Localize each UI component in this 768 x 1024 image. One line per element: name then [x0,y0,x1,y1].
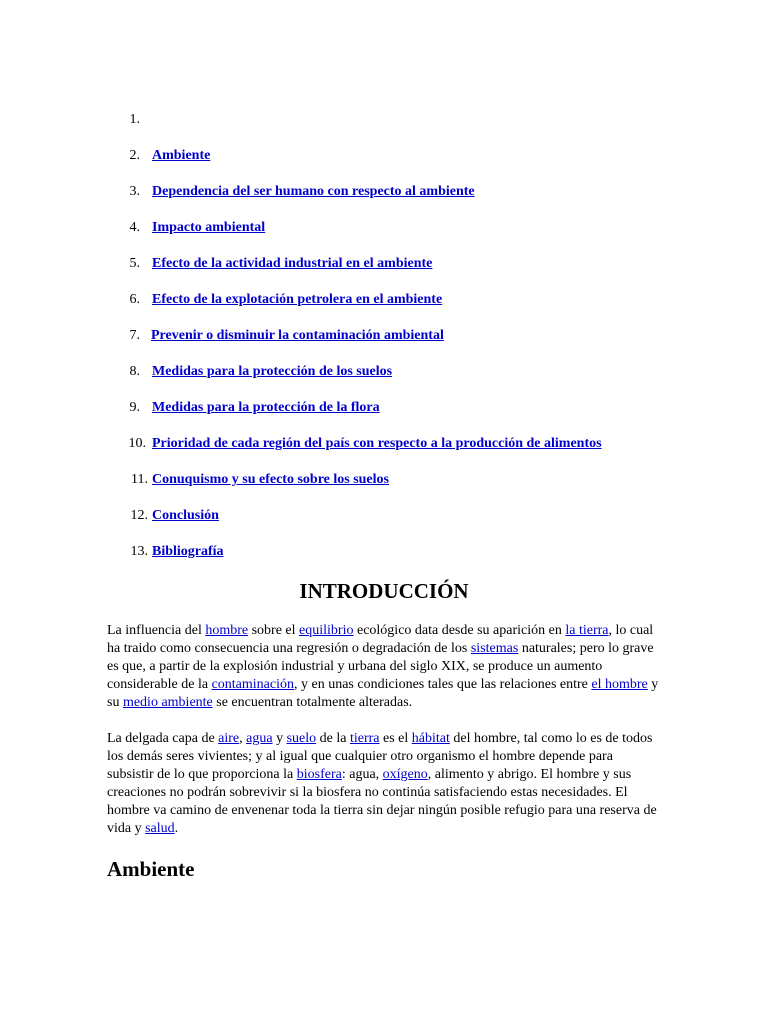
link-habitat[interactable]: hábitat [411,731,450,746]
toc-link-conclusion[interactable]: Conclusión [152,508,219,523]
toc-link-suelos[interactable]: Medidas para la protección de los suelos [152,364,393,379]
link-salud[interactable]: salud [145,821,175,836]
text-span: es el [379,731,412,746]
text-span: La delgada capa de [107,731,219,746]
text-span: . [174,821,179,836]
toc-number: 9. [129,400,140,415]
toc-number: 12. [130,508,148,523]
link-oxigeno[interactable]: oxígeno [382,767,428,782]
toc-number: 8. [129,364,140,379]
text-span: , lo cual ha traido como consecuencia una regresión o degradación de los [107,623,654,656]
link-el-hombre[interactable]: el hombre [591,677,648,692]
link-tierra[interactable]: tierra [349,731,380,746]
toc-link-flora[interactable]: Medidas para la protección de la flora [152,400,380,415]
text-span: naturales; pero lo grave es que, a partir de la explosión industrial y urbana del siglo XIX, se produce un aumento considerable de la [107,641,654,692]
link-contaminacion[interactable]: contaminación [211,677,294,692]
text-span: y [272,731,287,746]
link-agua[interactable]: agua [246,731,273,746]
toc-link-impacto[interactable]: Impacto ambiental [152,220,266,235]
toc-link-explotacion-petrolera[interactable]: Efecto de la explotación petrolera en el ambiente [152,292,443,307]
toc-number: 7. [129,328,140,343]
toc-link-prevenir[interactable]: Prevenir o disminuir la contaminación ambiental [151,328,444,343]
text-span: La influencia del [107,623,206,638]
link-aire[interactable]: aire [218,731,240,746]
text-span: , alimento y abrigo. El hombre y sus creaciones no podrán sobrevivir si la biosfera no continúa satisfaciendo estas necesidades. El hombre va camino de envenenar toda la tierra sin dejar ningún posible refugio para una reserva de vida y [107,767,657,836]
toc-number: 1. [129,112,140,127]
text-span: se encuentran totalmente alteradas. [212,695,413,710]
toc-link-ambiente[interactable]: Ambiente [152,148,211,163]
link-sistemas[interactable]: sistemas [470,641,519,656]
text-span: , y en unas condiciones tales que las relaciones entre [293,677,592,692]
toc-link-dependencia[interactable]: Dependencia del ser humano con respecto al ambiente [152,184,475,199]
toc-link-conuquismo[interactable]: Conuquismo y su efecto sobre los suelos [152,472,389,487]
toc-link-prioridad[interactable]: Prioridad de cada región del país con respecto a la producción de alimentos [152,436,602,451]
text-span: y su [107,677,659,710]
intro-paragraph-2 [107,730,659,838]
toc-link-bibliografia[interactable]: Bibliografía [152,544,224,559]
toc-number: 3. [129,184,140,199]
toc-number: 4. [129,220,140,235]
link-equilibrio[interactable]: equilibrio [299,623,354,638]
text-span: , [239,731,247,746]
text-span: del hombre, tal como lo es de todos los demás seres vivientes; y al igual que cualquier otro organismo el hombre depende para subsistir de lo que proporciona la [107,731,653,782]
toc-number: 10. [128,436,146,451]
link-hombre[interactable]: hombre [205,623,249,638]
toc-number: 13. [130,544,148,559]
link-medio-ambiente[interactable]: medio ambiente [122,695,213,710]
text-span: de la [316,731,350,746]
text-span: sobre el [248,623,300,638]
text-span: : agua, [341,767,383,782]
toc-number: 2. [129,148,140,163]
link-biosfera[interactable]: biosfera [296,767,342,782]
toc-number: 6. [129,292,140,307]
link-suelo[interactable]: suelo [286,731,317,746]
toc-number: 5. [129,256,140,271]
toc-link-actividad-industrial[interactable]: Efecto de la actividad industrial en el ambiente [152,256,433,271]
link-la-tierra[interactable]: la tierra [565,623,609,638]
introduction-heading: INTRODUCCIÓN [299,579,469,603]
section-heading-ambiente: Ambiente [107,857,195,881]
intro-paragraph-1 [107,622,659,712]
toc-number: 11. [131,472,148,487]
text-span: ecológico data desde su aparición en [353,623,566,638]
